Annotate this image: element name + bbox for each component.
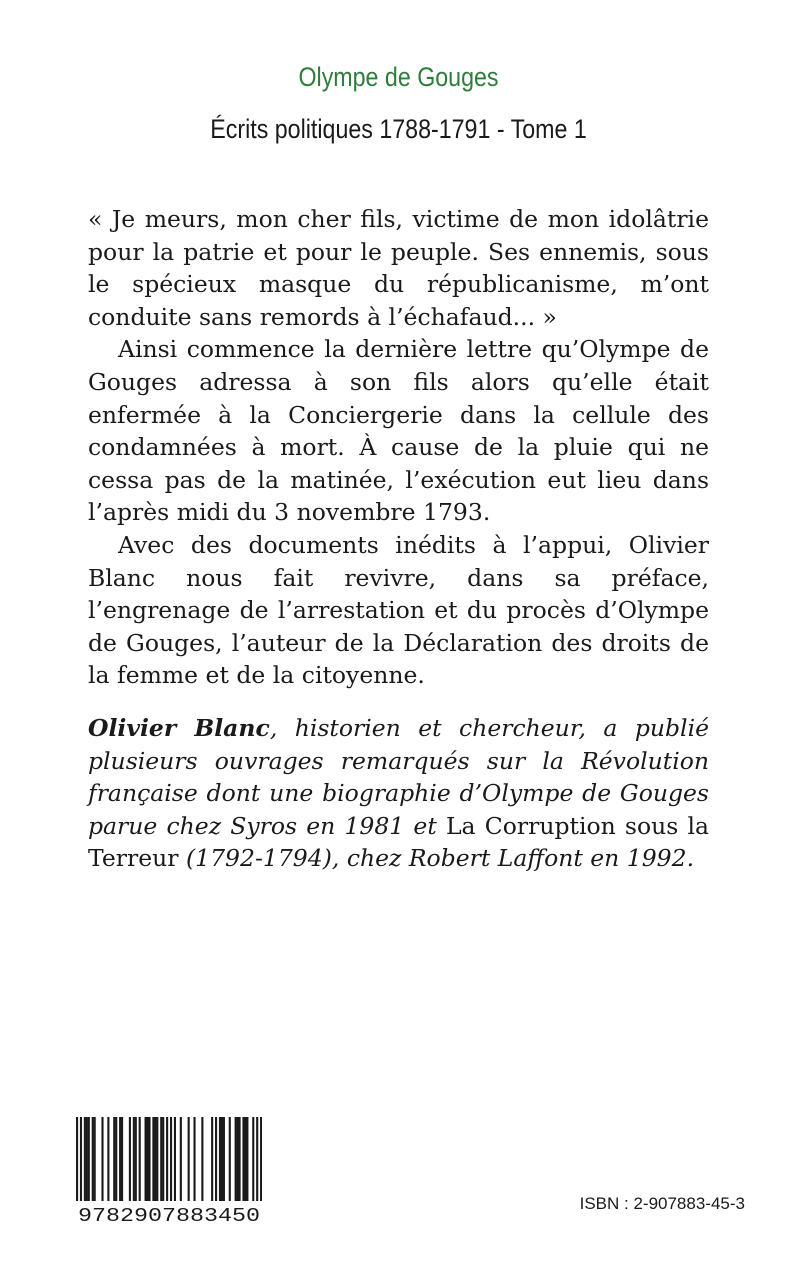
book-title: Écrits politiques 1788-1791 - Tome 1 bbox=[210, 114, 587, 144]
barcode-bar bbox=[229, 1117, 231, 1201]
author-name: Olympe de Gouges bbox=[298, 62, 499, 92]
barcode-bar bbox=[92, 1117, 94, 1201]
blurb-paragraph-3: Avec des documents inédits à l’appui, Olivier Blanc nous fait revivre, dans sa préface, l’engrenage de l’arrestation et du procès d’Olympe de Gouges, l’auteur de la Déclaration des droits de la femme et de la citoyenne. bbox=[88, 530, 709, 690]
barcode-bar bbox=[115, 1117, 117, 1201]
bio-text-part-1: , historien et chercheur, a publié plusieurs ouvrages remarqués sur la Révolution française dont une biographie d’Olympe de Gouges parue chez Syros en 1981 et bbox=[88, 714, 709, 840]
barcode-digits: 9782907883450 bbox=[78, 1205, 260, 1223]
barcode-bar bbox=[223, 1117, 225, 1201]
barcode-bar bbox=[119, 1117, 121, 1201]
barcode bbox=[76, 1117, 262, 1223]
barcode-bar bbox=[188, 1117, 190, 1201]
barcode-bar bbox=[160, 1117, 162, 1201]
barcode-bar bbox=[237, 1117, 239, 1201]
author-bio bbox=[88, 712, 709, 875]
barcode-bar bbox=[242, 1117, 244, 1201]
barcode-bar bbox=[135, 1117, 137, 1201]
barcode-bar bbox=[211, 1117, 213, 1201]
barcode-bar bbox=[193, 1117, 195, 1201]
barcode-bar bbox=[256, 1117, 258, 1201]
barcode-bar bbox=[201, 1117, 203, 1201]
barcode-bar bbox=[113, 1117, 115, 1201]
barcode-bar bbox=[215, 1117, 217, 1201]
blurb-paragraph-2: Ainsi commence la dernière lettre qu’Olympe de Gouges adressa à son fils alors qu’elle était enfermée à la Conciergerie dans la cellule des condamnées à mort. À cause de la pluie qui ne cessa pas de la matinée, l’exécution eut lieu dans l’après midi du 3 novembre 1793. bbox=[88, 335, 709, 527]
barcode-bar bbox=[246, 1117, 248, 1201]
barcode-bar bbox=[86, 1117, 88, 1201]
barcode-bar bbox=[260, 1117, 262, 1201]
barcode-bar bbox=[156, 1117, 158, 1201]
barcode-bar bbox=[174, 1117, 176, 1201]
barcode-bar bbox=[152, 1117, 154, 1201]
barcode-bar bbox=[133, 1117, 135, 1201]
barcode-bar bbox=[80, 1117, 82, 1201]
barcode-bar bbox=[162, 1117, 164, 1201]
barcode-bar bbox=[221, 1117, 223, 1201]
barcode-bar bbox=[139, 1117, 141, 1201]
barcode-bar bbox=[180, 1117, 182, 1201]
blurb-paragraph-1: « Je meurs, mon cher fils, victime de mon idolâtrie pour la patrie et pour le peuple. Ses ennemis, sous le spécieux masque du républicanisme, m’ont conduite sans remords à l’échafaud... » bbox=[88, 205, 709, 331]
barcode-bar bbox=[219, 1117, 221, 1201]
bio-text-part-2: (1792-1794), chez Robert Laffont en 1992. bbox=[178, 844, 695, 873]
barcode-bar bbox=[88, 1117, 90, 1201]
barcode-bar bbox=[121, 1117, 123, 1201]
barcode-bar bbox=[154, 1117, 156, 1201]
barcode-bar bbox=[170, 1117, 172, 1201]
blurb bbox=[88, 203, 709, 692]
barcode-bar bbox=[107, 1117, 109, 1201]
barcode-bar bbox=[166, 1117, 168, 1201]
barcode-bar bbox=[76, 1117, 78, 1201]
bio-author-name: Olivier Blanc bbox=[88, 714, 270, 742]
bio-book-title: La Corruption sous la Terreur bbox=[88, 811, 709, 873]
barcode-bar bbox=[148, 1117, 150, 1201]
barcode-bar bbox=[129, 1117, 131, 1201]
barcode-bar bbox=[252, 1117, 254, 1201]
barcode-bar bbox=[146, 1117, 148, 1201]
isbn-label: ISBN : 2-907883-45-3 bbox=[579, 1194, 745, 1213]
barcode-bar bbox=[145, 1117, 147, 1201]
barcode-bar bbox=[101, 1117, 103, 1201]
barcode-bar bbox=[94, 1117, 96, 1201]
barcode-bar bbox=[84, 1117, 86, 1201]
barcode-bar bbox=[235, 1117, 237, 1201]
barcode-bar bbox=[244, 1117, 246, 1201]
barcode-bar bbox=[239, 1117, 241, 1201]
